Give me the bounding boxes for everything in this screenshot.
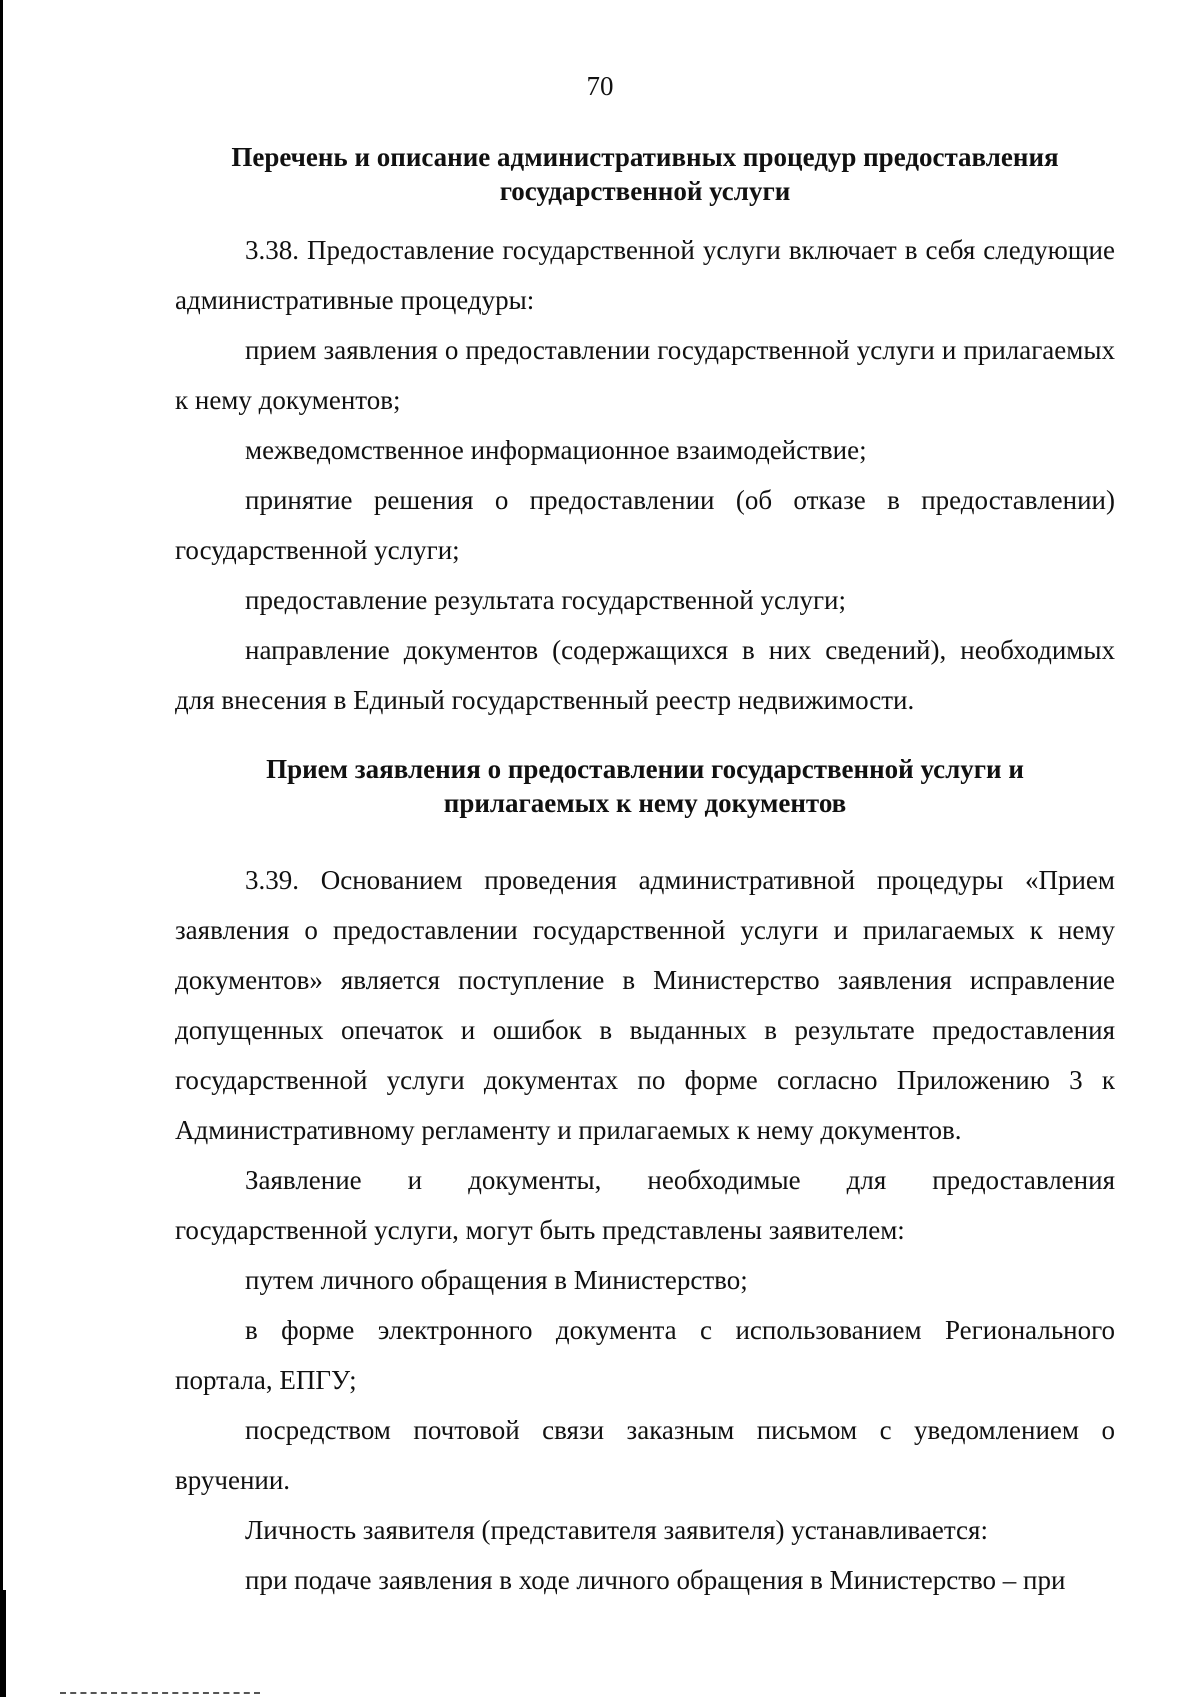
heading-line: Перечень и описание административных процедур предоставления — [231, 142, 1059, 172]
paragraph: принятие решения о предоставлении (об отказе в предоставлении) государственной услуги; — [175, 485, 1115, 565]
section-heading-reception — [175, 752, 1115, 820]
paragraph: путем личного обращения в Министерство; — [245, 1265, 748, 1295]
section-body-procedures — [175, 225, 1115, 725]
section-body-reception — [175, 855, 1115, 1605]
scan-left-edge-mark — [3, 1590, 6, 1697]
paragraph: Личность заявителя (представителя заявителя) устанавливается: — [245, 1515, 988, 1545]
scan-bottom-mark — [60, 1692, 260, 1696]
paragraph: посредством почтовой связи заказным письмом с уведомлением о вручении. — [175, 1415, 1115, 1495]
heading-line: прилагаемых к нему документов — [443, 788, 847, 818]
paragraph: предоставление результата государственной услуги; — [245, 585, 846, 615]
paragraph: 3.38. Предоставление государственной услуги включает в себя следующие административные процедуры: — [175, 235, 1115, 315]
paragraph: прием заявления о предоставлении государственной услуги и прилагаемых к нему документов; — [175, 335, 1115, 415]
paragraph: межведомственное информационное взаимодействие; — [245, 435, 867, 465]
scan-left-edge — [0, 0, 3, 1697]
paragraph: 3.39. Основанием проведения административной процедуры «Прием заявления о предоставлении государственной услуги и прилагаемых к нему документов» является поступление в Министерство заявления исправление допущенных опечаток и ошибок в выданных в результате предоставления государственной услуги документах по форме согласно Приложению 3 к Административному регламенту и прилагаемых к нему документов. — [175, 865, 1115, 1145]
paragraph: в форме электронного документа с использованием Регионального портала, ЕПГУ; — [175, 1315, 1115, 1395]
page-number: 70 — [586, 71, 614, 101]
heading-line: государственной услуги — [499, 176, 791, 206]
paragraph: направление документов (содержащихся в них сведений), необходимых для внесения в Единый государственный реестр недвижимости. — [175, 635, 1115, 715]
heading-line: Прием заявления о предоставлении государственной услуги и — [266, 754, 1024, 784]
section-heading-procedures — [175, 140, 1115, 208]
paragraph: при подаче заявления в ходе личного обращения в Министерство – при — [245, 1565, 1066, 1595]
paragraph: Заявление и документы, необходимые для предоставления государственной услуги, могут быть представлены заявителем: — [175, 1165, 1115, 1245]
